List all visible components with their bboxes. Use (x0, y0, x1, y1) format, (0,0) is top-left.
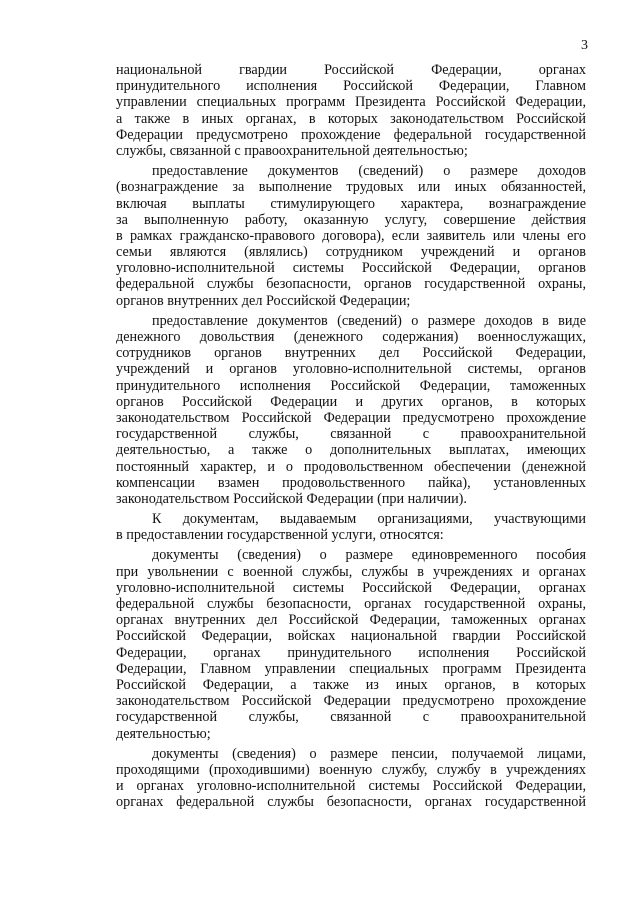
text-line: Российской Федерации, войсках национальной гвардии Российской (116, 628, 586, 645)
text-line: в рамках гражданско-правового договора), если заявитель или члены его (116, 227, 586, 244)
text-line: Федерации предусмотрено прохождение федеральной государственной (116, 126, 586, 143)
text-line: органах внутренних дел Российской Федерации, таможенных органах (116, 612, 586, 629)
text-line: органах федеральной службы безопасности, органах государственной (116, 794, 586, 811)
text-line: законодательством Российской Федерации предусмотрено прохождение (116, 693, 586, 710)
text-line: Федерации, органах принудительного исполнения Российской (116, 644, 586, 661)
paragraph (116, 313, 586, 507)
text-line: предоставление документов (сведений) о размере доходов (152, 163, 586, 180)
paragraph (116, 746, 586, 811)
text-line: службы, связанной с правоохранительной деятельностью; (116, 142, 468, 159)
page-number: 3 (581, 38, 588, 53)
paragraph (116, 163, 586, 309)
text-line: управлении специальных программ Президента Российской Федерации, (116, 94, 586, 111)
text-line: Российской Федерации, а также из иных органов, в которых (116, 676, 586, 693)
text-line: включая выплаты стимулирующего характера, вознаграждение (116, 195, 586, 212)
paragraph (116, 62, 586, 159)
text-line: К документам, выдаваемым организациями, участвующими (152, 511, 586, 528)
text-line: документы (сведения) о размере пенсии, получаемой лицами, (152, 745, 586, 762)
text-line: проходящими (проходившими) военную службу, службу в учреждениях (116, 761, 586, 778)
text-line: компенсации взамен продовольственного пайка), установленных (116, 474, 586, 491)
text-line: деятельностью; (116, 725, 211, 742)
text-line: в предоставлении государственной услуги, относятся: (116, 527, 444, 544)
text-line: уголовно-исполнительной системы Российской Федерации, органах (116, 579, 586, 596)
text-line: за выполненную работу, оказанную услугу, совершение действия (116, 211, 586, 228)
text-line: сотрудников органов внутренних дел Российской Федерации, (116, 345, 586, 362)
paragraph (116, 547, 586, 741)
text-line: национальной гвардии Российской Федерации, органах (116, 62, 586, 78)
text-line: федеральной службы безопасности, органах государственной охраны, (116, 596, 586, 612)
text-line: предоставление документов (сведений) о размере доходов в виде (152, 312, 586, 329)
text-line: органов Российской Федерации и других органов, в которых (116, 393, 586, 410)
text-line: государственной службы, связанной с правоохранительной (116, 426, 586, 443)
text-line: законодательством Российской Федерации (при наличии). (116, 490, 467, 507)
text-line: а также в иных органах, в которых законодательством Российской (116, 110, 586, 127)
text-line: Федерации, Главном управлении специальных программ Президента (116, 660, 586, 677)
text-line: и органах уголовно-исполнительной системы Российской Федерации, (116, 778, 586, 795)
text-line: семьи являются (являлись) сотрудником учреждений и органов (116, 244, 586, 261)
text-line: (вознаграждение за выполнение трудовых или иных обязанностей, (116, 179, 586, 196)
text-line: при увольнении с военной службы, службы в учреждениях и органах (116, 563, 586, 580)
paragraph (116, 511, 586, 543)
text-line: принудительного исполнения Российской Федерации, Главном (116, 78, 586, 95)
text-line: органов внутренних дел Российской Федерации; (116, 292, 411, 309)
text-line: постоянный характер, и о продовольственном обеспечении (денежной (116, 458, 586, 475)
text-line: государственной службы, связанной с правоохранительной (116, 709, 586, 726)
text-line: принудительного исполнения Российской Федерации, таможенных (116, 377, 586, 394)
text-line: уголовно-исполнительной системы Российской Федерации, органов (116, 260, 586, 277)
text-line: денежного довольствия (денежного содержания) военнослужащих, (116, 329, 586, 345)
text-line: законодательством Российской Федерации предусмотрено прохождение (116, 409, 586, 426)
text-line: деятельностью, а также о дополнительных выплатах, имеющих (116, 442, 586, 459)
text-line: федеральной службы безопасности, органов государственной охраны, (116, 276, 586, 293)
document-body (116, 62, 586, 810)
text-line: учреждений и органов уголовно-исполнительной системы, органов (116, 361, 586, 378)
text-line: документы (сведения) о размере единовременного пособия (152, 547, 586, 564)
